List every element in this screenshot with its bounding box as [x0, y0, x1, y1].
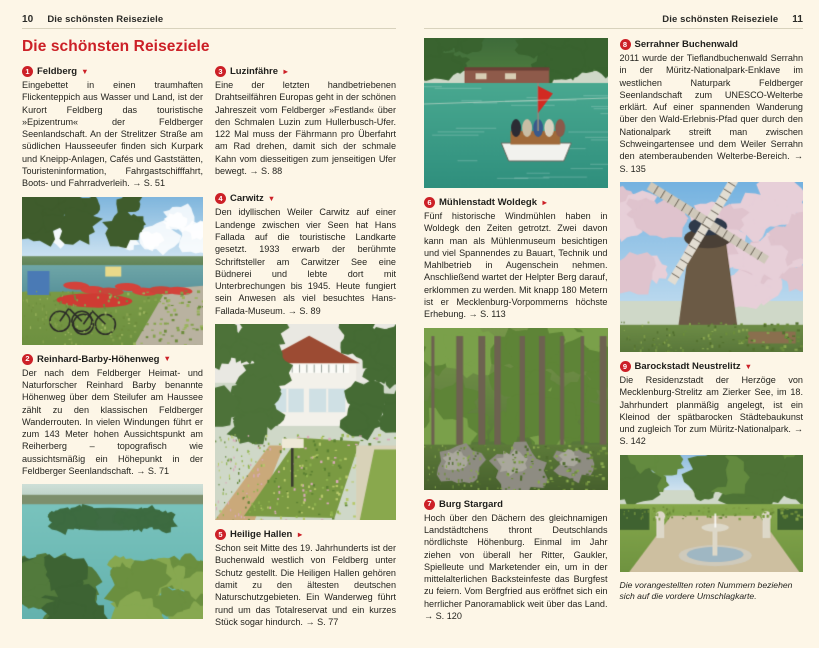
entry-number-badge: 2: [22, 354, 33, 365]
entry-title: Mühlenstadt Woldegk: [439, 197, 537, 208]
chapter-title: Die schönsten Reiseziele: [22, 38, 210, 55]
right-columns: [424, 38, 803, 629]
entry-title: Carwitz: [230, 193, 264, 205]
entry-title: Serrahner Buchenwald: [634, 39, 738, 50]
entry-heading: [620, 38, 804, 51]
arrow-down-icon: ▼: [81, 66, 89, 76]
running-head-right: [424, 14, 803, 29]
entry-title: Barockstadt Neustrelitz: [634, 360, 741, 372]
entry-number-badge: 1: [22, 66, 33, 77]
running-head-left: [22, 14, 396, 29]
entry-text: Fünf historische Windmühlen haben in Woldegk den Zeiten getrotzt. Zwei davon kann man als Mühlenmuseum besichtigen und viel Spannendes zu Bauart, Technik und Mahlbetrieb in Augenschein nehmen. Anschließend wartet der Helpter Berg darauf, erklommen zu werden. Mit knapp 180 Metern ist er Mecklenburg-Vorpommerns höchste Erhebung. → S. 113: [424, 211, 608, 320]
entry-text: Hoch über den Dächern des gleichnamigen Landstädtchens thront Deutschlands nördlichste Höhenburg. Einmal im Jahr ziehen von überall her Ritter, Gaukler, Spielleute und Marketender ein, um in der mittelalterlichen Backsteinfeste das Burgfest zu feiern. Vom Bergfried aus eröffnet sich ein herrlicher Panoramablick weit über das Land. → S. 120: [424, 512, 608, 622]
arrow-right-icon: ►: [541, 197, 549, 207]
entry-heading: [215, 192, 396, 205]
entry-text: 2011 wurde der Tieflandbuchenwald Serrahn in der Müritz-Nationalpark-Enklave im westlichen Naturpark Feldberger Seenlandschaft zum UNESCO-Welterbe erklärt. Auf einer spannenden Wanderung über den Wald-Erlebnis-Pfad quer durch den Nationalpark streift man zwischen Schweingartensee und dem Weiler Serrahn den atemberaubenden Welterbe-Bereich. → S. 135: [619, 53, 803, 174]
entry-heading: [215, 65, 396, 78]
column-2: [215, 65, 396, 635]
photo-beech-forest-rocks: [424, 328, 608, 490]
entry-number-badge: 3: [215, 66, 226, 77]
entry-number-badge: 4: [215, 193, 226, 204]
entry-text: Eine der letzten handbetriebenen Drahtseilfähren Europas geht in der schönen Jahreszeit vom Feldberger »Festland« über den Schmalen Luzin zum Hullerbusch-Ufer. 122 Mal muss der Fährmann pro Überfahrt am Rad drehen, damit sich der schmale Kahn vom diesseitigen zum jenseitigen Ufer bewegt. → S. 88: [215, 80, 396, 177]
entry-reinhard-barby-hoehenweg: [22, 353, 203, 478]
arrow-right-icon: ►: [282, 66, 290, 76]
entry-feldberg: [22, 65, 203, 190]
arrow-down-icon: ▼: [163, 354, 171, 364]
entry-heading: [424, 498, 608, 511]
entry-luzinfaehre: [215, 65, 396, 177]
photo-baroque-garden-fountain: [620, 455, 804, 572]
entry-title: Luzinfähre: [230, 66, 279, 77]
entry-text: Eingebettet in einen traumhaften Flickenteppich aus Wasser und Land, ist der Kurort Feldberg das touristische »Epizentrum« der Feldberger Seenlandschaft. An der Strelitzer Straße am südlichen Hausseeufer finden sich Kurpark und Kneipp-Anlagen, Cafés und Gaststätten, Touristeninformation, Fahrgastschifffahrt, Boots- und Fahrradverleih. → S. 51: [22, 80, 203, 189]
column-3: [424, 38, 608, 629]
footnote-text: Die vorangestellten roten Nummern beziehen sich auf die vordere Umschlagkarte.: [619, 579, 793, 602]
entry-number-badge: 6: [424, 197, 435, 208]
entry-number-badge: 5: [215, 529, 226, 540]
entry-muehlenstadt-woldegk: [424, 196, 608, 321]
entry-text: Der nach dem Feldberger Heimat- und Naturforscher Reinhard Barby benannte Höhenweg über dem Steilufer am Haussee zählt zu den klassischen Feldberger Wanderrouten. In vielen Windungen führt er zum 143 Meter hohen Aussichtspunkt am Reiherberg – topografisch wie aussichtsmäßig ein Höhepunkt in der Feldberger Seenlandschaft. → S. 71: [22, 367, 203, 477]
entry-heading: [620, 360, 804, 373]
entry-text: Den idyllischen Weiler Carwitz auf einer Landenge zwischen vier Seen hat Hans Fallada auf die touristische Landkarte gesetzt. 1933 erwarb der berühmte Schriftsteller am Carwitzer See eine Büdnerei und lebte dort mit Unterbrechungen bis 1945. Heute fungiert sein Anwesen als viel besuchtes Hans-Fallada-Museum. → S. 89: [215, 207, 396, 316]
entry-carwitz: [215, 192, 396, 317]
entry-burg-stargard: [424, 498, 608, 623]
photo-lake-island-panorama: [22, 484, 203, 619]
entry-heading: [424, 196, 608, 209]
entry-title: Heilige Hallen: [230, 529, 293, 541]
entry-title: Burg Stargard: [439, 498, 503, 510]
arrow-down-icon: ▼: [267, 194, 276, 204]
column-4: [620, 38, 804, 629]
running-head-text-right: Die schönsten Reiseziele: [662, 14, 779, 25]
entry-title: Reinhard-Barby-Höhenweg: [37, 353, 160, 365]
entry-number-badge: 7: [424, 499, 435, 510]
photo-windmill-blossom: [620, 182, 804, 352]
entry-number-badge: 8: [620, 39, 631, 50]
entry-text: Die Residenzstadt der Herzöge von Mecklenburg-Strelitz am Zierker See, im 18. Jahrhundert planmäßig angelegt, ist ein Kleinod der spätbarocken Städtebaukunst und zugleich Tor zum Müritz-Nationalpark. → S. 142: [619, 374, 803, 447]
photo-ferry-boat-lake: [424, 38, 608, 188]
photo-fallada-house-garden: [215, 324, 396, 520]
entry-text: Schon seit Mitte des 19. Jahrhunderts ist der Buchenwald westlich von Feldberg unter Schutz gestellt. Die Heiligen Hallen gehören damit zu den ältesten deutschen Naturschutzgebieten. Ein Wanderweg führt rund um das Totalreservat und ein kurzes Stück sogar hindurch. → S. 77: [215, 543, 396, 627]
column-spacer: [215, 184, 396, 192]
entry-heading: [215, 528, 396, 541]
folio-left: 10: [22, 14, 34, 25]
folio-right: 11: [792, 14, 803, 25]
arrow-right-icon: ►: [296, 529, 304, 539]
entry-heilige-hallen: [215, 528, 396, 628]
arrow-down-icon: ▼: [744, 361, 753, 371]
entry-number-badge: 9: [620, 361, 631, 372]
left-columns: [22, 65, 396, 635]
entry-heading: [22, 65, 203, 78]
running-head-text-left: Die schönsten Reiseziele: [47, 14, 164, 25]
entry-serrahner-buchenwald: [620, 38, 804, 175]
entry-title: Feldberg: [37, 66, 78, 77]
entry-barockstadt-neustrelitz: [620, 360, 804, 448]
column-1: [22, 65, 203, 635]
right-page: [410, 0, 819, 648]
entry-heading: [22, 353, 203, 366]
photo-lakeside-boats-bicycles: [22, 197, 203, 345]
